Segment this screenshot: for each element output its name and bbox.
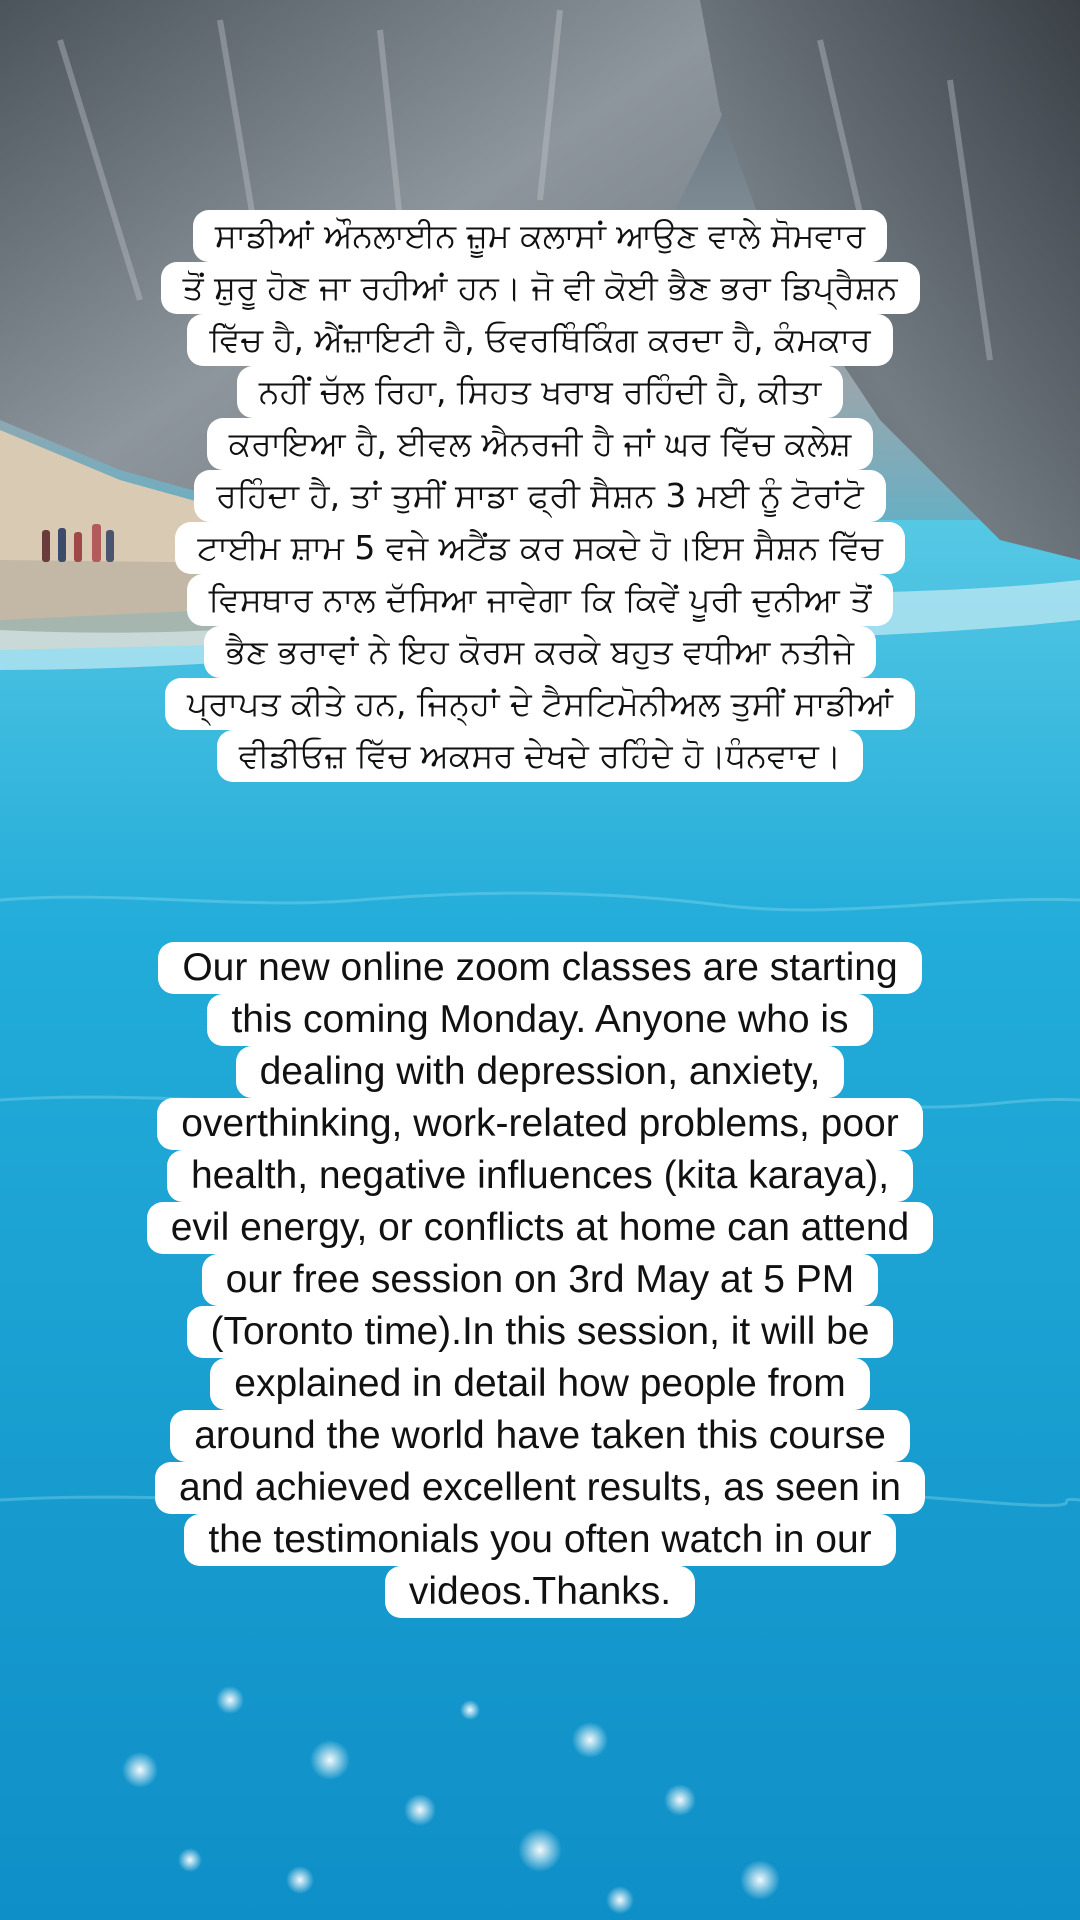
caption-line: (Toronto time).In this session, it will be: [187, 1306, 894, 1358]
caption-line: ਟਾਈਮ ਸ਼ਾਮ 5 ਵਜੇ ਅਟੈਂਡ ਕਰ ਸਕਦੇ ਹੋ।ਇਸ ਸੈਸ਼ਨ ਵਿੱਚ: [175, 522, 904, 574]
caption-line: this coming Monday. Anyone who is: [207, 994, 872, 1046]
caption-line: ਸਾਡੀਆਂ ਔਨਲਾਈਨ ਜ਼ੂਮ ਕਲਾਸਾਂ ਆਉਣ ਵਾਲੇ ਸੋਮਵਾਰ: [193, 210, 887, 262]
caption-line: around the world have taken this course: [170, 1410, 910, 1462]
caption-line: ਕਰਾਇਆ ਹੈ, ਈਵਲ ਐਨਰਜੀ ਹੈ ਜਾਂ ਘਰ ਵਿੱਚ ਕਲੇਸ਼: [207, 418, 874, 470]
caption-line: videos.Thanks.: [385, 1566, 695, 1618]
caption-line: ਪ੍ਰਾਪਤ ਕੀਤੇ ਹਨ, ਜਿਨ੍ਹਾਂ ਦੇ ਟੈਸਟਿਮੋਨੀਅਲ ਤੁਸੀਂ ਸਾਡੀਆਂ: [165, 678, 915, 730]
caption-line: explained in detail how people from: [210, 1358, 869, 1410]
caption-line: evil energy, or conflicts at home can attend: [147, 1202, 934, 1254]
punjabi-caption: [70, 210, 1010, 782]
english-caption: [70, 942, 1010, 1618]
caption-line: the testimonials you often watch in our: [184, 1514, 895, 1566]
caption-line: dealing with depression, anxiety,: [236, 1046, 845, 1098]
caption-line: ਵੀਡੀਓਜ਼ ਵਿੱਚ ਅਕਸਰ ਦੇਖਦੇ ਰਹਿੰਦੇ ਹੋ।ਧੰਨਵਾਦ।: [217, 730, 863, 782]
caption-line: overthinking, work-related problems, poor: [157, 1098, 923, 1150]
caption-line: ਭੈਣ ਭਰਾਵਾਂ ਨੇ ਇਹ ਕੋਰਸ ਕਰਕੇ ਬਹੁਤ ਵਧੀਆ ਨਤੀਜੇ: [204, 626, 876, 678]
caption-line: and achieved excellent results, as seen in: [155, 1462, 925, 1514]
caption-line: ਵਿੱਚ ਹੈ, ਐਂਜ਼ਾਇਟੀ ਹੈ, ਓਵਰਥਿੰਕਿੰਗ ਕਰਦਾ ਹੈ, ਕੰਮਕਾਰ: [187, 314, 892, 366]
caption-line: Our new online zoom classes are starting: [158, 942, 921, 994]
caption-line: our free session on 3rd May at 5 PM: [202, 1254, 879, 1306]
caption-line: health, negative influences (kita karaya),: [167, 1150, 913, 1202]
caption-line: ਰਹਿੰਦਾ ਹੈ, ਤਾਂ ਤੁਸੀਂ ਸਾਡਾ ਫ੍ਰੀ ਸੈਸ਼ਨ 3 ਮਈ ਨੂੰ ਟੋਰਾਂਟੋ: [194, 470, 886, 522]
caption-line: ਤੋਂ ਸ਼ੁਰੂ ਹੋਣ ਜਾ ਰਹੀਆਂ ਹਨ। ਜੋ ਵੀ ਕੋਈ ਭੈਣ ਭਰਾ ਡਿਪ੍ਰੈਸ਼ਨ: [161, 262, 920, 314]
caption-line: ਨਹੀਂ ਚੱਲ ਰਿਹਾ, ਸਿਹਤ ਖਰਾਬ ਰਹਿੰਦੀ ਹੈ, ਕੀਤਾ: [237, 366, 843, 418]
caption-line: ਵਿਸਥਾਰ ਨਾਲ ਦੱਸਿਆ ਜਾਵੇਗਾ ਕਿ ਕਿਵੇਂ ਪੂਰੀ ਦੁਨੀਆ ਤੋਂ: [187, 574, 894, 626]
